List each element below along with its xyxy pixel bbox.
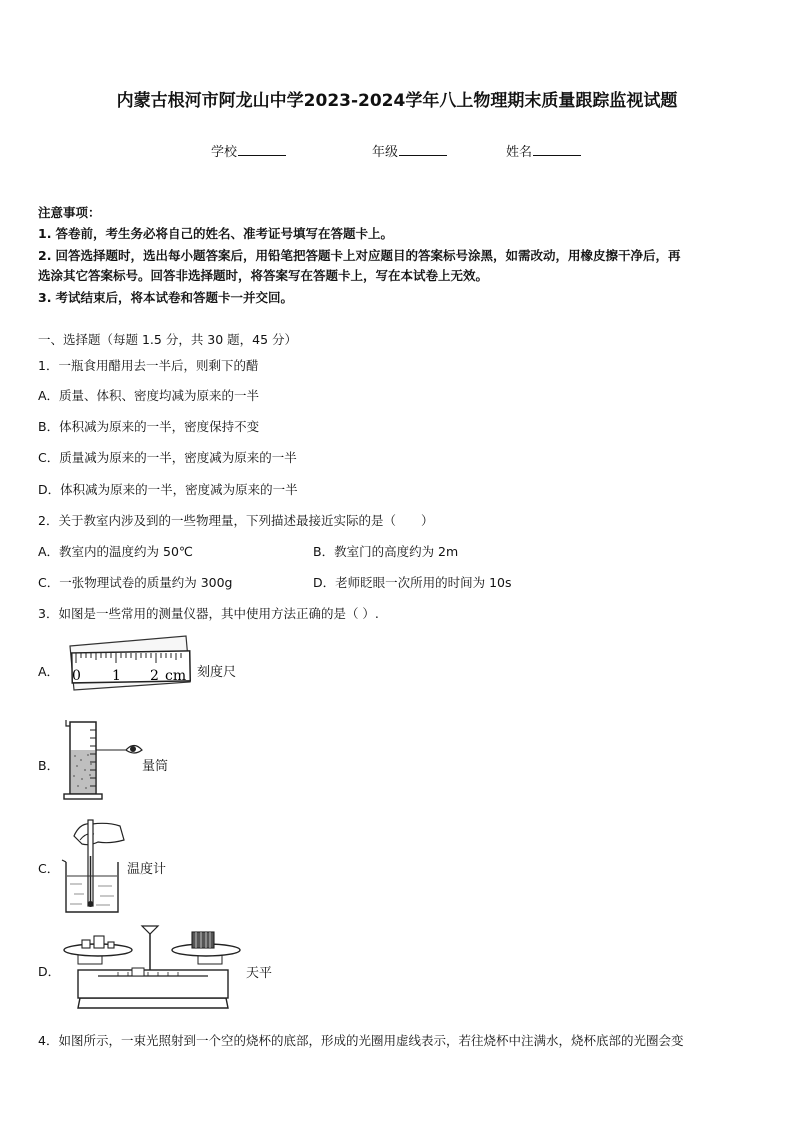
school-field — [211, 141, 286, 160]
option[interactable]: B．教室门的高度约为 2m — [313, 544, 459, 559]
notice-heading: 注意事项： — [38, 205, 101, 220]
name-blank[interactable] — [533, 143, 581, 156]
question-stem: 4．如图所示，一束光照射到一个空的烧杯的底部，形成的光圈用虚线表示，若往烧杯中注满水，烧杯底部的光圈会变 — [38, 1033, 684, 1048]
grade-label: 年级 — [372, 145, 399, 160]
name-field — [506, 141, 581, 160]
option[interactable]: A．质量、体积、密度均减为原来的一半 — [38, 388, 260, 403]
option-letter[interactable]: C． — [38, 861, 60, 876]
option[interactable]: D．老师眨眼一次所用的时间为 10s — [313, 575, 512, 590]
school-blank[interactable] — [238, 143, 286, 156]
notice-item: 3. 考试结束后，将本试卷和答题卡一并交回。 — [38, 290, 293, 305]
option[interactable]: C．质量减为原来的一半，密度减为原来的一半 — [38, 450, 297, 465]
notice-item: 选涂其它答案标号。回答非选择题时，将答案写在答题卡上，写在本试卷上无效。 — [38, 268, 489, 283]
ruler-figure — [66, 632, 194, 694]
graduated-cylinder-figure — [60, 716, 148, 806]
notice-item: 2. 回答选择题时，选出每小题答案后，用铅笔把答题卡上对应题目的答案标号涂黑，如需改动，用橡皮擦干净后，再 — [38, 248, 681, 263]
grade-blank[interactable] — [399, 143, 447, 156]
option[interactable]: B．体积减为原来的一半，密度保持不变 — [38, 419, 260, 434]
option-letter[interactable]: A． — [38, 664, 60, 679]
option-letter[interactable]: B． — [38, 758, 60, 773]
question-stem: 3．如图是一些常用的测量仪器，其中使用方法正确的是（ ）. — [38, 606, 379, 621]
ruler-mark: cm — [165, 668, 187, 684]
option[interactable]: D．体积减为原来的一半，密度减为原来的一半 — [38, 482, 298, 497]
question-stem: 2．关于教室内涉及到的一些物理量，下列描述最接近实际的是（ ） — [38, 513, 434, 528]
hand-icon — [74, 823, 124, 844]
figure-caption: 天平 — [246, 966, 273, 981]
name-label: 姓名 — [506, 145, 533, 160]
eye-icon — [126, 746, 142, 754]
figure-caption: 量筒 — [142, 759, 169, 774]
figure-caption: 温度计 — [127, 862, 167, 877]
figure-caption: 刻度尺 — [197, 665, 237, 680]
thermometer-beaker-figure — [60, 816, 130, 916]
grade-field — [372, 141, 447, 160]
balance-figure — [58, 920, 248, 1012]
option[interactable]: C．一张物理试卷的质量约为 300g — [38, 575, 233, 590]
ruler-mark: 0 — [72, 668, 81, 684]
school-label: 学校 — [211, 145, 238, 160]
option[interactable]: A．教室内的温度约为 50℃ — [38, 544, 193, 559]
ruler-mark: 1 — [112, 668, 121, 684]
page-title: 内蒙古根河市阿龙山中学2023-2024学年八上物理期末质量跟踪监视试题 — [116, 91, 678, 111]
option-letter[interactable]: D． — [38, 964, 61, 979]
section-heading: 一、选择题（每题 1.5 分，共 30 题，45 分） — [38, 332, 298, 347]
question-stem: 1．一瓶食用醋用去一半后，则剩下的醋 — [38, 358, 259, 373]
notice-item: 1. 答卷前，考生务必将自己的姓名、准考证号填写在答题卡上。 — [38, 226, 393, 241]
ruler-mark: 2 — [150, 668, 159, 684]
